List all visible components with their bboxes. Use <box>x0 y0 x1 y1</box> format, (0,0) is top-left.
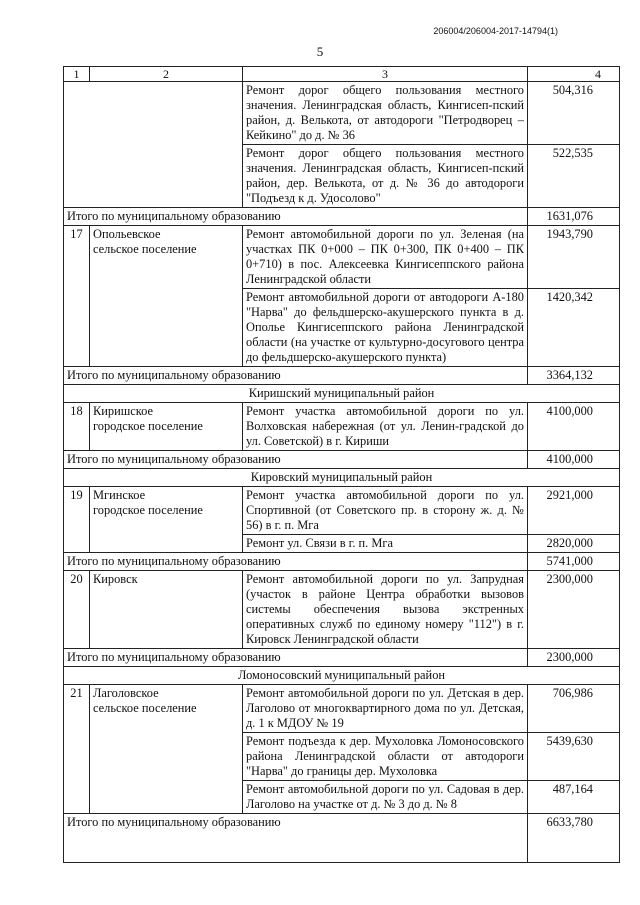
work-amount: 2300,000 <box>528 571 620 649</box>
total-amount: 2300,000 <box>528 649 620 667</box>
page-number: 5 <box>316 44 324 59</box>
total-amount: 5741,000 <box>528 553 620 571</box>
total-label: Итого по муниципальному образованию <box>64 814 528 863</box>
table-row <box>64 403 620 451</box>
column-header: 1 <box>64 67 90 82</box>
total-label: Итого по муниципальному образованию <box>64 451 528 469</box>
column-header: 2 <box>90 67 243 82</box>
total-row <box>64 649 620 667</box>
section-row <box>64 469 620 487</box>
total-row <box>64 814 620 863</box>
row-number: 20 <box>64 571 90 649</box>
district-heading: Киришский муниципальный район <box>64 385 620 403</box>
row-number: 17 <box>64 226 90 367</box>
total-row <box>64 553 620 571</box>
table-row <box>64 685 620 733</box>
work-description: Ремонт участка автомобильной дороги по ул. Волховская набережная (от ул. Ленин-градской до ул. Советской) в г. Кириши <box>243 403 528 451</box>
table-row <box>64 226 620 289</box>
row-number: 21 <box>64 685 90 814</box>
municipality-name: Киришское городское поселение <box>90 403 243 451</box>
work-description: Ремонт автомобильной дороги по ул. Зеленая (на участках ПК 0+000 – ПК 0+300, ПК 0+400 – ПК 0+710) в пос. Алексеевка Кингисеппского района Ленинградской области <box>243 226 528 289</box>
table-row <box>64 571 620 649</box>
document-id: 206004/206004-2017-14794(1) <box>433 26 558 36</box>
road-repair-table <box>63 66 620 863</box>
table-row <box>64 82 620 145</box>
total-amount: 3364,132 <box>528 367 620 385</box>
empty-cell <box>64 82 243 208</box>
work-description: Ремонт подъезда к дер. Мухоловка Ломоносовского района Ленинградской области от автодороги "Нарва" до границы дер. Мухоловка <box>243 733 528 781</box>
district-heading: Кировский муниципальный район <box>64 469 620 487</box>
table-row <box>64 487 620 535</box>
municipality-name: Мгинское городское поселение <box>90 487 243 553</box>
work-amount: 706,986 <box>528 685 620 733</box>
work-amount: 5439,630 <box>528 733 620 781</box>
total-label: Итого по муниципальному образованию <box>64 649 528 667</box>
work-description: Ремонт ул. Связи в г. п. Мга <box>243 535 528 553</box>
section-row <box>64 667 620 685</box>
total-row <box>64 451 620 469</box>
table-header-row <box>64 67 620 82</box>
work-amount: 1943,790 <box>528 226 620 289</box>
work-description: Ремонт автомобильной дороги по ул. Запрудная (участок в районе Центра обработки вызовов системы обеспечения вызова экстренных оперативных служб по единому номеру "112") в г. Кировск Ленинградской области <box>243 571 528 649</box>
work-description: Ремонт автомобильной дороги по ул. Детская в дер. Лаголово от многоквартирного дома по ул. Детская, д. 1 к МДОУ № 19 <box>243 685 528 733</box>
work-amount: 4100,000 <box>528 403 620 451</box>
municipality-name: Опольевское сельское поселение <box>90 226 243 367</box>
total-label: Итого по муниципальному образованию <box>64 208 528 226</box>
work-amount: 522,535 <box>528 145 620 208</box>
work-description: Ремонт автомобильной дороги по ул. Садовая в дер. Лаголово на участке от д. № 3 до д. № 8 <box>243 781 528 814</box>
total-row <box>64 367 620 385</box>
work-amount: 2921,000 <box>528 487 620 535</box>
total-amount: 6633,780 <box>528 814 620 863</box>
total-label: Итого по муниципальному образованию <box>64 553 528 571</box>
municipality-name: Лаголовское сельское поселение <box>90 685 243 814</box>
work-amount: 2820,000 <box>528 535 620 553</box>
total-amount: 4100,000 <box>528 451 620 469</box>
row-number: 18 <box>64 403 90 451</box>
total-amount: 1631,076 <box>528 208 620 226</box>
municipality-name: Кировск <box>90 571 243 649</box>
work-description: Ремонт автомобильной дороги от автодороги А-180 "Нарва" до фельдшерско-акушерского пункта в д. Ополье Кингисеппского района Ленинградской области (на участке от культурно-досугового центра до фельдшерско-акушерского пункта) <box>243 289 528 367</box>
row-number: 19 <box>64 487 90 553</box>
total-row <box>64 208 620 226</box>
work-amount: 504,316 <box>528 82 620 145</box>
work-description: Ремонт дорог общего пользования местного значения. Ленинградская область, Кингисеп-пский район, дер. Велькота, от д. № 36 до автодороги "Подъезд к д. Удосолово" <box>243 145 528 208</box>
work-description: Ремонт дорог общего пользования местного значения. Ленинградская область, Кингисеп-пский район, д. Велькота, от автодороги "Петродворец – Кейкино" до д. № 36 <box>243 82 528 145</box>
total-label: Итого по муниципальному образованию <box>64 367 528 385</box>
column-header: 3 <box>243 67 528 82</box>
district-heading: Ломоносовский муниципальный район <box>64 667 620 685</box>
work-amount: 1420,342 <box>528 289 620 367</box>
column-header: 4 <box>528 67 620 82</box>
section-row <box>64 385 620 403</box>
work-amount: 487,164 <box>528 781 620 814</box>
work-description: Ремонт участка автомобильной дороги по ул. Спортивной (от Советского пр. в сторону ж. д. № 56) в г. п. Мга <box>243 487 528 535</box>
